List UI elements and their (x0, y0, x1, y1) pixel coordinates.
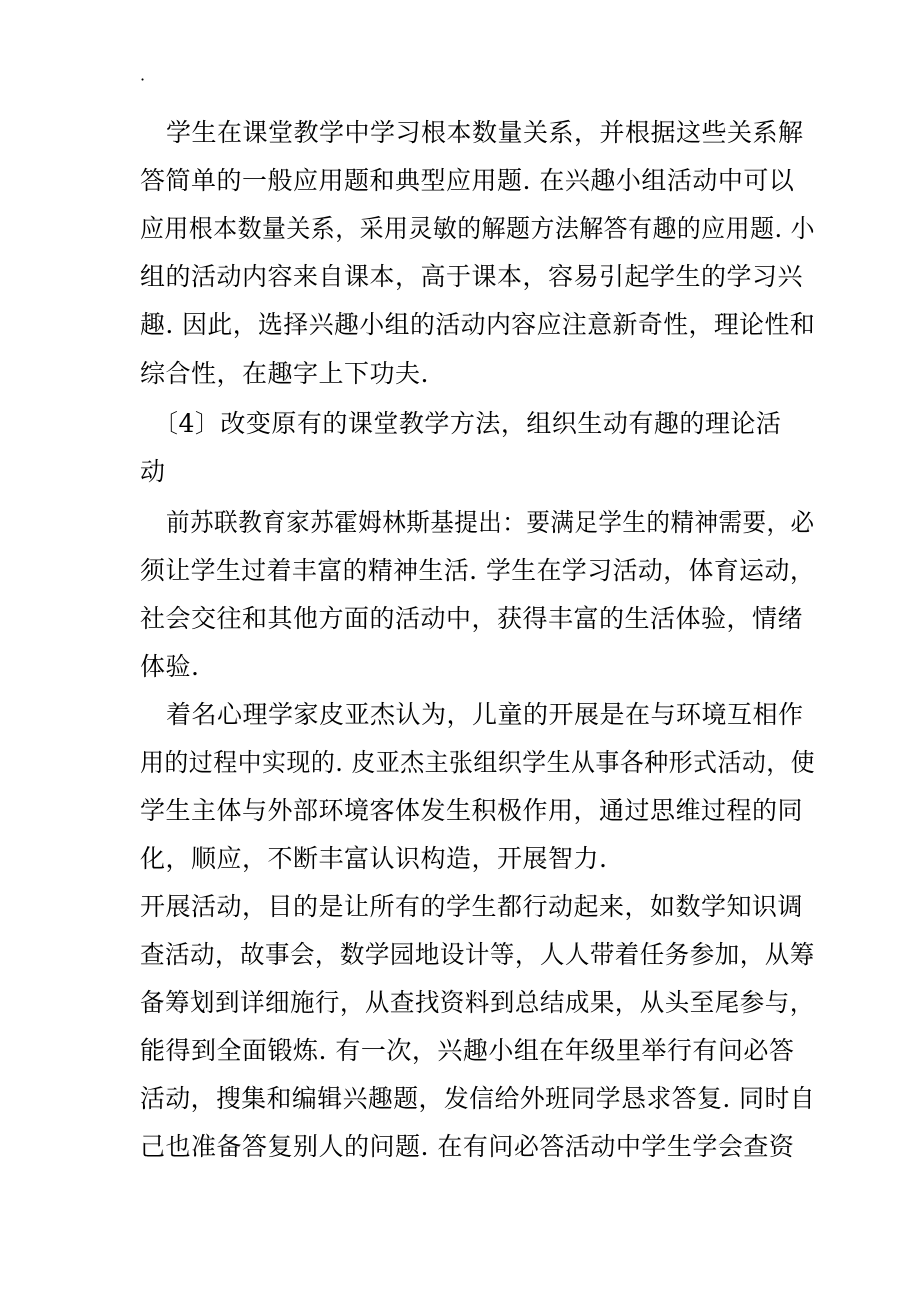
text-line-19: 备筹划到详细施行，从查找资料到总结成果，从头至尾参与， (140, 988, 815, 1017)
text-line-2: 答简单的一般应用题和典型应用题. 在兴趣小组活动中可以 (140, 166, 795, 195)
text-line-13: 着名心理学家皮亚杰认为，儿童的开展是在与环境互相作 (166, 700, 804, 729)
text-line-10: 须让学生过着丰富的精神生活. 学生在学习活动，体育运动， (140, 556, 816, 585)
text-line-21: 活动，搜集和编辑兴趣题，发信给外班同学恳求答复. 同时自 (140, 1084, 816, 1113)
text-line-6: 综合性，在趣字上下功夫. (140, 359, 429, 388)
section-heading-4: 〔4〕改变原有的课堂教学方法，组织生动有趣的理论活 (153, 409, 782, 438)
text-line-1: 学生在课堂教学中学习根本数量关系，并根据这些关系解 (166, 118, 804, 147)
text-line-18: 查活动，故事会，数学园地设计等，人人带着任务参加，从筹 (140, 940, 815, 969)
text-line-5: 趣. 因此，选择兴趣小组的活动内容应注意新奇性，理论性和 (140, 310, 816, 339)
page-marker: · (140, 70, 146, 89)
text-line-14: 用的过程中实现的. 皮亚杰主张组织学生从事各种形式活动，使 (140, 748, 816, 777)
text-line-16: 化，顺应，不断丰富认识构造，开展智力. (140, 844, 608, 873)
text-line-11: 社会交往和其他方面的活动中，获得丰富的生活体验，情绪 (140, 604, 804, 633)
text-line-3: 应用根本数量关系，采用灵敏的解题方法解答有趣的应用题. 小 (140, 214, 816, 243)
text-line-4: 组的活动内容来自课本，高于课本，容易引起学生的学习兴 (140, 262, 804, 291)
text-line-17: 开展活动，目的是让所有的学生都行动起来，如数学知识调 (140, 892, 804, 921)
section-heading-4-cont: 动 (140, 457, 166, 486)
text-line-9: 前苏联教育家苏霍姆林斯基提出：要满足学生的精神需要，必 (166, 508, 815, 537)
text-line-12: 体验. (140, 652, 200, 681)
text-line-20: 能得到全面锻炼. 有一次，兴趣小组在年级里举行有问必答 (140, 1036, 795, 1065)
text-line-22: 己也准备答复别人的问题. 在有问必答活动中学生学会查资 (140, 1132, 795, 1161)
text-line-15: 学生主体与外部环境客体发生积极作用，通过思维过程的同 (140, 796, 804, 825)
